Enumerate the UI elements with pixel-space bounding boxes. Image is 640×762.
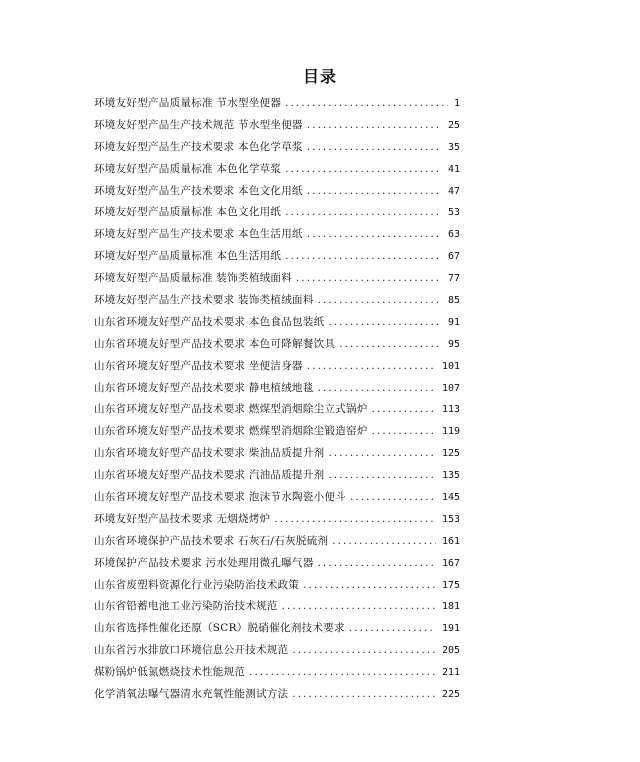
toc-dot-leader	[339, 334, 442, 356]
toc-entry-title: 环境友好型产品质量标准 本色生活用纸	[94, 250, 282, 263]
toc-entry[interactable]	[94, 246, 460, 268]
toc-entry-title: 山东省环境友好型产品技术要求 燃煤型消烟除尘锻造窑炉	[94, 425, 368, 438]
toc-entry[interactable]	[94, 137, 460, 159]
toc-entry-title: 山东省废塑料资源化行业污染防治技术政策	[94, 578, 300, 591]
toc-page-number: 95	[447, 338, 460, 350]
toc-entry[interactable]	[94, 596, 460, 618]
toc-entry[interactable]	[94, 181, 460, 203]
toc-entry-title: 山东省环境友好型产品技术要求 本色食品包装纸	[94, 315, 325, 328]
table-of-contents	[94, 93, 460, 706]
toc-page-number: 25	[447, 119, 460, 131]
toc-page-number: 1	[453, 98, 460, 109]
toc-entry[interactable]	[94, 115, 460, 137]
toc-page-number: 113	[441, 404, 460, 416]
toc-entry[interactable]	[94, 465, 460, 487]
toc-page-number: 35	[447, 141, 460, 153]
toc-page-number: 145	[441, 492, 460, 504]
toc-entry-title: 山东省污水排放口环境信息公开技术规范	[94, 644, 289, 657]
toc-dot-leader	[285, 159, 442, 181]
toc-dot-leader	[328, 465, 436, 487]
toc-dot-leader	[285, 246, 442, 268]
toc-entry[interactable]	[94, 684, 460, 706]
toc-entry[interactable]	[94, 640, 460, 662]
toc-dot-leader	[307, 356, 436, 378]
toc-dot-leader	[372, 399, 436, 421]
toc-dot-leader	[318, 378, 436, 400]
toc-dot-leader	[307, 181, 442, 203]
toc-entry-title: 环境友好型产品质量标准 节水型坐便器	[94, 97, 282, 109]
toc-entry[interactable]	[94, 421, 460, 443]
toc-entry-title: 环境友好型产品生产技术要求 本色化学草浆	[94, 140, 303, 153]
toc-page-number: 167	[441, 557, 460, 569]
toc-page-number: 205	[441, 645, 460, 657]
toc-page-number: 53	[447, 207, 460, 219]
toc-entry-title: 山东省环境友好型产品技术要求 燃煤型消烟除尘立式锅炉	[94, 403, 368, 416]
toc-entry[interactable]	[94, 618, 460, 640]
toc-page-number: 135	[441, 470, 460, 482]
toc-entry-title: 山东省环境友好型产品技术要求 柴油品质提升剂	[94, 447, 325, 460]
toc-page-number: 161	[441, 535, 460, 547]
toc-dot-leader	[285, 202, 442, 224]
toc-entry-title: 山东省环境保护产品技术要求 石灰石/石灰脱硫剂	[94, 534, 329, 547]
toc-page-number: 191	[441, 623, 460, 635]
toc-dot-leader	[328, 443, 436, 465]
toc-entry[interactable]	[94, 268, 460, 290]
toc-entry-title: 环境友好型产品技术要求 无烟烧烤炉	[94, 512, 271, 525]
toc-dot-leader	[349, 618, 436, 640]
toc-page-number: 181	[441, 601, 460, 613]
toc-entry-title: 山东省环境友好型产品技术要求 静电植绒地毯	[94, 381, 314, 394]
toc-page-number: 47	[447, 185, 460, 197]
toc-entry[interactable]	[94, 312, 460, 334]
toc-page-number: 67	[447, 251, 460, 263]
toc-dot-leader	[328, 312, 442, 334]
toc-entry-title: 山东省环境友好型产品技术要求 本色可降解餐饮具	[94, 337, 336, 350]
toc-page-number: 125	[441, 448, 460, 460]
toc-dot-leader	[332, 531, 436, 553]
toc-entry-title: 环境友好型产品质量标准 本色化学草浆	[94, 162, 282, 175]
toc-entry[interactable]	[94, 553, 460, 575]
toc-dot-leader	[318, 290, 442, 312]
toc-entry[interactable]	[94, 202, 460, 224]
toc-page-number: 77	[447, 273, 460, 285]
toc-dot-leader	[274, 509, 436, 531]
toc-dot-leader	[292, 684, 436, 706]
toc-entry[interactable]	[94, 334, 460, 356]
toc-entry[interactable]	[94, 356, 460, 378]
toc-dot-leader	[282, 596, 436, 618]
toc-dot-leader	[249, 662, 436, 684]
toc-dot-leader	[292, 640, 436, 662]
toc-entry[interactable]	[94, 531, 460, 553]
toc-dot-leader	[350, 487, 436, 509]
toc-page-number: 41	[447, 163, 460, 175]
toc-entry[interactable]	[94, 93, 460, 115]
toc-page-number: 119	[441, 426, 460, 438]
toc-dot-leader	[372, 421, 436, 443]
toc-entry-title: 煤粉锅炉低氮燃烧技术性能规范	[94, 666, 246, 679]
toc-entry-title: 山东省选择性催化还原（SCR）脱硝催化剂技术要求	[94, 622, 345, 635]
toc-entry-title: 环境保护产品技术要求 污水处理用微孔曝气器	[94, 556, 314, 569]
toc-entry[interactable]	[94, 378, 460, 400]
toc-dot-leader	[307, 137, 442, 159]
toc-entry-title: 化学消氧法曝气器清水充氧性能测试方法	[94, 688, 289, 701]
toc-page-number: 211	[441, 667, 460, 679]
toc-entry-title: 山东省环境友好型产品技术要求 泡沫节水陶瓷小便斗	[94, 491, 347, 504]
toc-entry-title: 环境友好型产品生产技术要求 本色生活用纸	[94, 228, 303, 241]
toc-entry-title: 环境友好型产品质量标准 本色文化用纸	[94, 206, 282, 219]
toc-entry-title: 山东省环境友好型产品技术要求 汽油品质提升剂	[94, 469, 325, 482]
toc-page-number: 63	[447, 229, 460, 241]
toc-entry-title: 山东省铅蓄电池工业污染防治技术规范	[94, 600, 278, 613]
toc-dot-leader	[318, 553, 436, 575]
toc-page-number: 225	[441, 689, 460, 701]
toc-dot-leader	[307, 115, 442, 137]
toc-entry-title: 环境友好型产品生产技术要求 装饰类植绒面料	[94, 294, 314, 307]
toc-entry-title: 山东省环境友好型产品技术要求 坐便洁身器	[94, 359, 303, 372]
toc-page-number: 175	[441, 579, 460, 591]
toc-dot-leader	[296, 268, 442, 290]
toc-entry-title: 环境友好型产品生产技术要求 本色文化用纸	[94, 184, 303, 197]
toc-page-number: 107	[441, 382, 460, 394]
toc-entry-title: 环境友好型产品质量标准 装饰类植绒面料	[94, 272, 293, 285]
toc-dot-leader	[285, 93, 448, 115]
toc-entry[interactable]	[94, 224, 460, 246]
toc-entry-title: 环境友好型产品生产技术规范 节水型坐便器	[94, 118, 303, 131]
toc-dot-leader	[303, 575, 436, 597]
toc-entry[interactable]	[94, 443, 460, 465]
toc-page-number: 91	[447, 316, 460, 328]
toc-entry[interactable]	[94, 575, 460, 597]
toc-entry[interactable]	[94, 662, 460, 684]
toc-page-number: 101	[441, 360, 460, 372]
toc-entry[interactable]	[94, 399, 460, 421]
toc-entry[interactable]	[94, 290, 460, 312]
toc-page-number: 85	[447, 295, 460, 307]
toc-entry[interactable]	[94, 159, 460, 181]
toc-dot-leader	[307, 224, 442, 246]
toc-entry[interactable]	[94, 509, 460, 531]
toc-entry[interactable]	[94, 487, 460, 509]
toc-page-number: 153	[441, 513, 460, 525]
page-title: 目录	[302, 67, 337, 86]
